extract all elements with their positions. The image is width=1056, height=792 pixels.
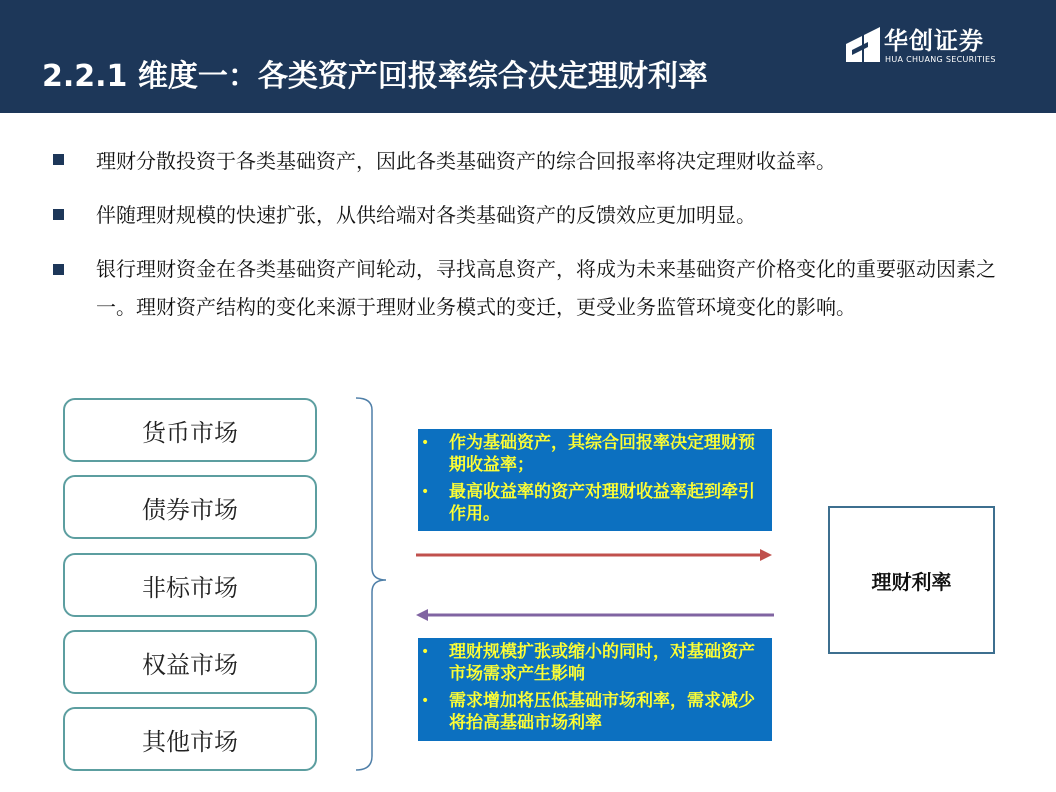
grouping-brace (356, 398, 386, 770)
bullet-dot-icon: • (421, 693, 430, 709)
bullet-dot-icon: • (421, 484, 430, 500)
info-box-bottom (418, 638, 772, 741)
wealth-rate-box: 理财利率 (828, 506, 995, 654)
info-item-text: 作为基础资产，其综合回报率决定理财预期收益率； (449, 433, 755, 475)
bullet-text: 银行理财资金在各类基础资产间轮动，寻找高息资产，将成为未来基础资产价格变化的重要驱动因素之一。理财资产结构的变化来源于理财业务模式的变迁，更受业务监管环境变化的影响。 (96, 257, 996, 319)
bullet-text: 伴随理财规模的快速扩张，从供给端对各类基础资产的反馈效应更加明显。 (96, 203, 756, 227)
bullet-text: 理财分散投资于各类基础资产，因此各类基础资产的综合回报率将决定理财收益率。 (96, 149, 836, 173)
info-item-text: 需求增加将压低基础市场利率，需求减少将抬高基础市场利率 (449, 691, 755, 733)
logo-text-en: HUA CHUANG SECURITIES (885, 55, 996, 64)
bullet-dot-icon: • (421, 644, 430, 660)
arrow-left-head (416, 609, 428, 621)
info-item-text: 理财规模扩张或缩小的同时，对基础资产市场需求产生影响 (449, 642, 755, 684)
bullet-marker (53, 209, 64, 220)
market-box-bond: 债券市场 (63, 475, 317, 539)
bullet-marker (53, 154, 64, 165)
logo-text-cn: 华创证券 (884, 27, 984, 55)
arrow-right-head (760, 549, 772, 561)
market-box-equity: 权益市场 (63, 630, 317, 694)
bullet-dot-icon: • (421, 435, 430, 451)
page-title: 2.2.1 维度一：各类资产回报率综合决定理财利率 (42, 59, 708, 94)
info-box-top (418, 429, 772, 531)
bullet-marker (53, 264, 64, 275)
market-box-other: 其他市场 (63, 707, 317, 771)
market-box-nonstandard: 非标市场 (63, 553, 317, 617)
market-box-money: 货币市场 (63, 398, 317, 462)
info-item-text: 最高收益率的资产对理财收益率起到牵引作用。 (449, 482, 755, 524)
